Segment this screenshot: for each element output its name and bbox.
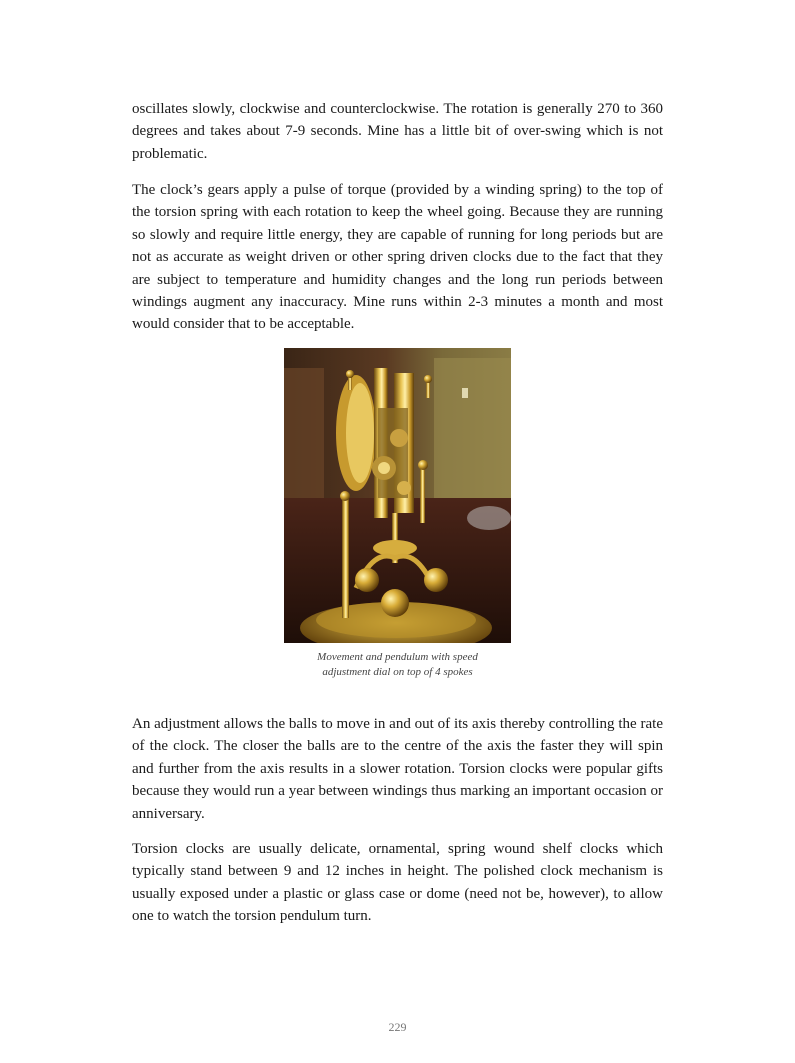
figure-caption — [284, 650, 511, 680]
paragraph-1: oscillates slowly, clockwise and counterclockwise. The rotation is generally 270 to 360 degrees and takes about 7-9 seconds. Mine has a little bit of over-swing which is not problematic. — [132, 101, 663, 162]
caption-line-2: adjustment dial on top of 4 spokes — [322, 666, 473, 678]
paragraph-4: Torsion clocks are usually delicate, ornamental, spring wound shelf clocks which typically stand between 9 and 12 inches in height. The polished clock mechanism is usually exposed under a plastic or glass case or dome (need not be, however), to allow one to watch the torsion pendulum turn. — [132, 841, 663, 925]
clock-photo — [284, 348, 511, 643]
paragraph-3: An adjustment allows the balls to move in and out of its axis thereby controlling the rate of the clock. The closer the balls are to the centre of the axis the faster they will spin and further from the axis results in a slower rotation. Torsion clocks were popular gifts because they would run a year between windings thus marking an important occasion or anniversary. — [132, 716, 663, 822]
paragraph-2: The clock’s gears apply a pulse of torque (provided by a winding spring) to the top of the torsion spring with each rotation to keep the wheel going. Because they are running so slowly and require little energy, they are capable of running for long periods but are not as accurate as weight driven or other spring driven clocks due to the fact that they are subject to temperature and humidity changes and the long run periods between windings augment any inaccuracy. Mine runs within 2-3 minutes a month and most would consider that to be acceptable. — [132, 182, 663, 333]
caption-line-1: Movement and pendulum with speed — [317, 651, 478, 663]
page-number: 229 — [388, 1020, 407, 1034]
